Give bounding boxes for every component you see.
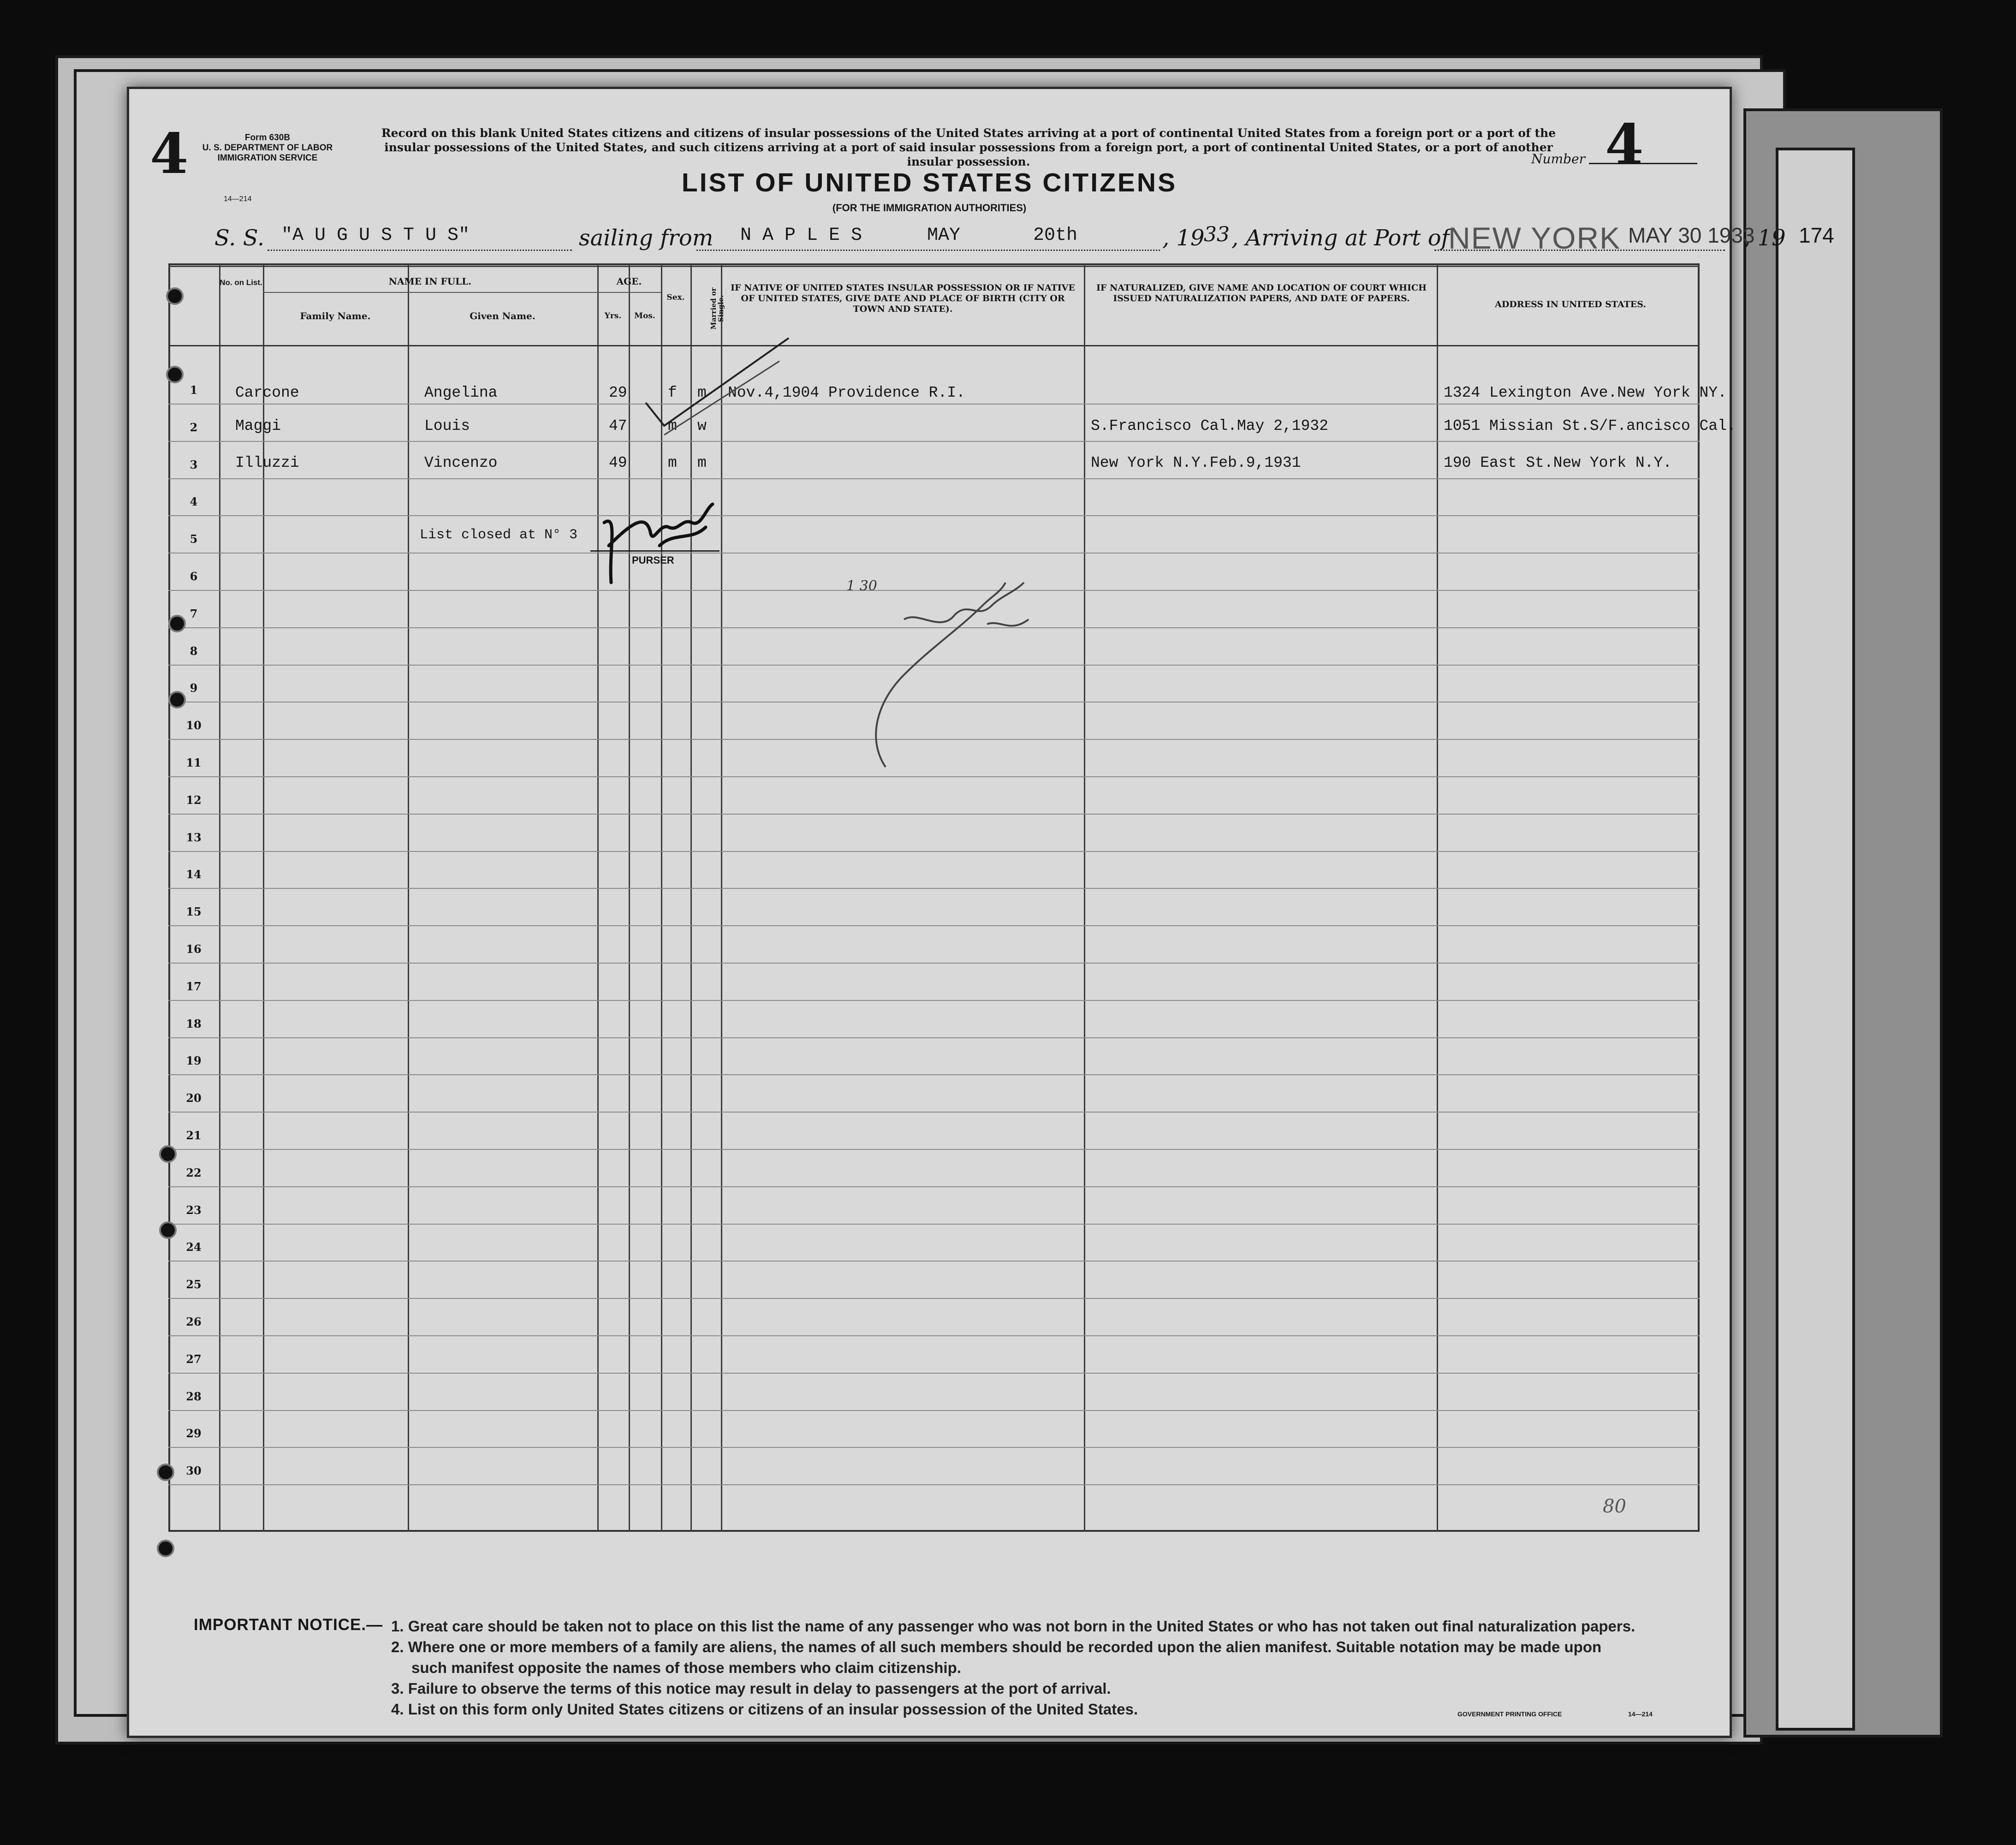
pencil-note: 80 — [1603, 1496, 1626, 1517]
row1-marital: m — [697, 384, 707, 401]
col-header-married: Married or Single. — [709, 287, 725, 330]
notice-heading: IMPORTANT NOTICE.— — [194, 1616, 383, 1634]
year-prefix: , 19 — [1162, 225, 1205, 251]
row-number: 23 — [186, 1203, 202, 1217]
notice-item-4: 4. List on this form only United States citizens or citizens of an insular possession of the United States. — [391, 1701, 1138, 1718]
row2-marital: w — [697, 417, 707, 434]
row-rule — [168, 515, 1700, 516]
row3-yrs: 49 — [609, 454, 627, 471]
col-header-sex: Sex. — [666, 293, 685, 302]
row-rule — [168, 814, 1700, 815]
col-header-address: ADDRESS IN UNITED STATES. — [1495, 299, 1646, 309]
list-closed-note: List closed at N° 3 — [420, 527, 578, 543]
col-rule — [661, 263, 662, 1532]
row-rule — [168, 1261, 1700, 1262]
arriving-label: , Arriving at Port of — [1231, 225, 1450, 251]
row-number: 25 — [186, 1278, 202, 1292]
row-rule — [168, 553, 1700, 554]
row2-naturalized: S.Francisco Cal.May 2,1932 — [1091, 417, 1328, 434]
row-number: 14 — [186, 868, 202, 881]
row3-marital: m — [697, 454, 707, 471]
row-rule — [168, 1112, 1700, 1113]
page-subtitle: (FOR THE IMMIGRATION AUTHORITIES) — [832, 202, 1027, 214]
col-rule — [629, 263, 630, 1532]
row3-naturalized: New York N.Y.Feb.9,1931 — [1091, 454, 1301, 471]
row3-address: 190 East St.New York N.Y. — [1444, 454, 1672, 471]
sailing-label: sailing from — [579, 225, 714, 251]
row-rule — [168, 1224, 1700, 1225]
punch-hole — [166, 366, 184, 383]
punch-hole — [159, 1221, 177, 1239]
row-rule — [168, 1149, 1700, 1150]
col-header-age: AGE. — [616, 276, 642, 287]
row-number: 19 — [186, 1054, 202, 1068]
from-underline — [696, 250, 1160, 251]
ship-name: "A U G U S T U S" — [281, 225, 470, 246]
row1-birth: Nov.4,1904 Providence R.I. — [728, 384, 965, 401]
row-rule — [168, 1186, 1700, 1187]
row-number: 17 — [186, 979, 202, 993]
row-number: 2 — [190, 420, 198, 434]
notice-item-2b: such manifest opposite the names of those members who claim citizenship. — [411, 1659, 961, 1676]
number-value: 4 — [1605, 112, 1644, 177]
header-bottom-rule — [168, 345, 1700, 346]
row-number: 9 — [190, 681, 198, 695]
port-underline — [1434, 250, 1725, 251]
footer-code: 14—214 — [1628, 1710, 1653, 1718]
row-rule — [168, 1298, 1700, 1299]
punch-hole — [168, 691, 186, 708]
row-number: 28 — [186, 1389, 202, 1403]
row-number: 11 — [186, 756, 202, 769]
row-number: 29 — [186, 1427, 202, 1440]
row-rule — [168, 1447, 1700, 1448]
row3-given: Vincenzo — [424, 454, 498, 471]
row-number: 4 — [190, 495, 198, 509]
notice-item-2: 2. Where one or more members of a family are aliens, the names of all such members should be recorded upon the alien manifest. Suitable notation may be made upon — [391, 1638, 1602, 1655]
tally-marks — [636, 333, 793, 453]
row-number: 21 — [186, 1129, 202, 1142]
row-number: 12 — [186, 793, 202, 807]
col-header-native: IF NATIVE OF UNITED STATES INSULAR POSSESSION OR IF NATIVE OF UNITED STATES, GIVE DATE AND PLACE OF BIRTH (CITY OR TOWN AND STATE). — [731, 283, 1075, 314]
table-top-rule — [168, 266, 1700, 267]
row-number: 13 — [186, 830, 202, 844]
row-rule — [168, 1373, 1700, 1374]
row-number: 16 — [186, 942, 202, 956]
row-number: 22 — [186, 1166, 202, 1179]
row1-sex: f — [668, 384, 677, 401]
from-port: N A P L E S — [740, 225, 862, 246]
notice-item-3: 3. Failure to observe the terms of this notice may result in delay to passengers at the port of arrival. — [391, 1680, 1111, 1697]
row-number: 18 — [186, 1017, 202, 1030]
page-title: LIST OF UNITED STATES CITIZENS — [681, 168, 1177, 197]
col-header-no: No. on List. — [220, 278, 262, 287]
number-label: Number — [1531, 151, 1585, 167]
col-header-yrs: Yrs. — [604, 311, 622, 321]
row-rule — [168, 1410, 1700, 1411]
row-number: 20 — [186, 1091, 202, 1105]
row3-family: Illuzzi — [235, 454, 299, 471]
col-rule — [690, 263, 692, 1532]
col-header-family: Family Name. — [300, 310, 371, 321]
name-header-rule — [263, 292, 597, 293]
form-number: Form 630B — [244, 133, 291, 143]
inspector-mark: 1 30 — [846, 578, 877, 594]
col-header-mos: Mos. — [634, 311, 655, 321]
row-number: 1 — [190, 383, 198, 397]
row-number: 10 — [186, 719, 202, 732]
purser-signature — [590, 495, 724, 587]
row-number: 26 — [186, 1315, 202, 1328]
row-rule — [168, 925, 1700, 926]
col-header-naturalized: IF NATURALIZED, GIVE NAME AND LOCATION OF COURT WHICH ISSUED NATURALIZATION PAPERS, AND DATE OF PAPERS. — [1096, 283, 1427, 304]
row-number: 27 — [186, 1352, 202, 1366]
punch-hole — [166, 287, 184, 305]
list-ref: 174 — [1799, 223, 1834, 247]
punch-hole — [159, 1145, 177, 1163]
ss-label: S. S. — [214, 225, 265, 251]
row-rule — [168, 851, 1700, 852]
row-number: 5 — [190, 532, 198, 546]
row-rule — [168, 1037, 1700, 1038]
row2-given: Louis — [424, 417, 470, 434]
col-header-given: Given Name. — [470, 310, 535, 321]
arrival-stamp: MAY 30 1933 — [1628, 223, 1755, 247]
age-header-rule — [597, 292, 661, 293]
row-rule — [168, 1074, 1700, 1075]
row-number: 15 — [186, 905, 202, 919]
row-number: 7 — [190, 607, 198, 620]
col-rule — [1084, 263, 1085, 1532]
department: U. S. DEPARTMENT OF LABOR — [202, 143, 333, 153]
page-mark: 4 — [150, 121, 189, 186]
record-note: Record on this blank United States citizens and citizens of insular possessions of the United States arriving at a port of continental United States from a foreign port or a port of the insular possessions of the United States, and such citizens arriving at a port of said insular possessions from a foreign port, a port of continental United States, or a port of another insular possession. — [381, 126, 1556, 168]
form-identity — [198, 133, 337, 163]
row2-yrs: 47 — [609, 417, 627, 434]
notice-block — [129, 1616, 1730, 1736]
col-header-name: NAME IN FULL. — [388, 276, 472, 287]
inspector-signature — [849, 564, 1052, 776]
row-number: 6 — [190, 570, 198, 583]
service: IMMIGRATION SERVICE — [217, 153, 318, 163]
col-rule — [597, 263, 599, 1532]
row2-family: Maggi — [235, 417, 281, 434]
notice-item-1: 1. Great care should be taken not to place on this list the name of any passenger who was not born in the United States or who has not taken out final naturalization papers. — [391, 1618, 1635, 1635]
printer-credit: GOVERNMENT PRINTING OFFICE — [1457, 1710, 1562, 1718]
row-rule — [168, 1335, 1700, 1336]
col-rule — [263, 263, 264, 1532]
ship-underline — [268, 250, 572, 251]
row1-family: Carcone — [235, 384, 299, 401]
row-rule — [168, 441, 1700, 442]
sail-month: MAY — [927, 225, 961, 246]
manifest-page — [127, 87, 1834, 1738]
row-rule — [168, 1000, 1700, 1001]
col-rule — [219, 263, 220, 1532]
manifest-table — [168, 263, 1700, 1532]
back-sheet-edge — [1776, 148, 1855, 1731]
row-rule — [168, 404, 1700, 405]
row1-yrs: 29 — [609, 384, 627, 401]
sail-day: 20th — [1033, 225, 1078, 246]
row3-sex: m — [668, 454, 677, 471]
punch-hole — [157, 1464, 174, 1481]
year-suffix: 33 — [1204, 223, 1230, 246]
col-rule — [1437, 263, 1438, 1532]
row-number: 3 — [190, 458, 198, 471]
row-rule — [168, 776, 1700, 777]
punch-hole — [168, 615, 186, 632]
row-number: 30 — [186, 1464, 202, 1478]
row2-address: 1051 Missian St.S/F.ancisco Cal. — [1444, 417, 1736, 434]
col-rule — [408, 263, 409, 1532]
row-rule — [168, 1484, 1700, 1485]
arrival-port: NEW YORK — [1448, 221, 1621, 255]
purser-label: PURSER — [632, 554, 674, 566]
row2-sex: m — [668, 417, 677, 434]
col-rule — [721, 263, 722, 1532]
year-label: , 19 — [1743, 225, 1786, 251]
row1-given: Angelina — [424, 384, 498, 401]
row-rule — [168, 888, 1700, 889]
row-number: 8 — [190, 644, 198, 658]
row1-address: 1324 Lexington Ave.New York NY. — [1444, 384, 1727, 401]
row-rule — [168, 478, 1700, 479]
row-number: 24 — [186, 1240, 202, 1254]
row-rule — [168, 963, 1700, 964]
form-code: 14—214 — [224, 195, 252, 203]
punch-hole — [157, 1540, 174, 1557]
